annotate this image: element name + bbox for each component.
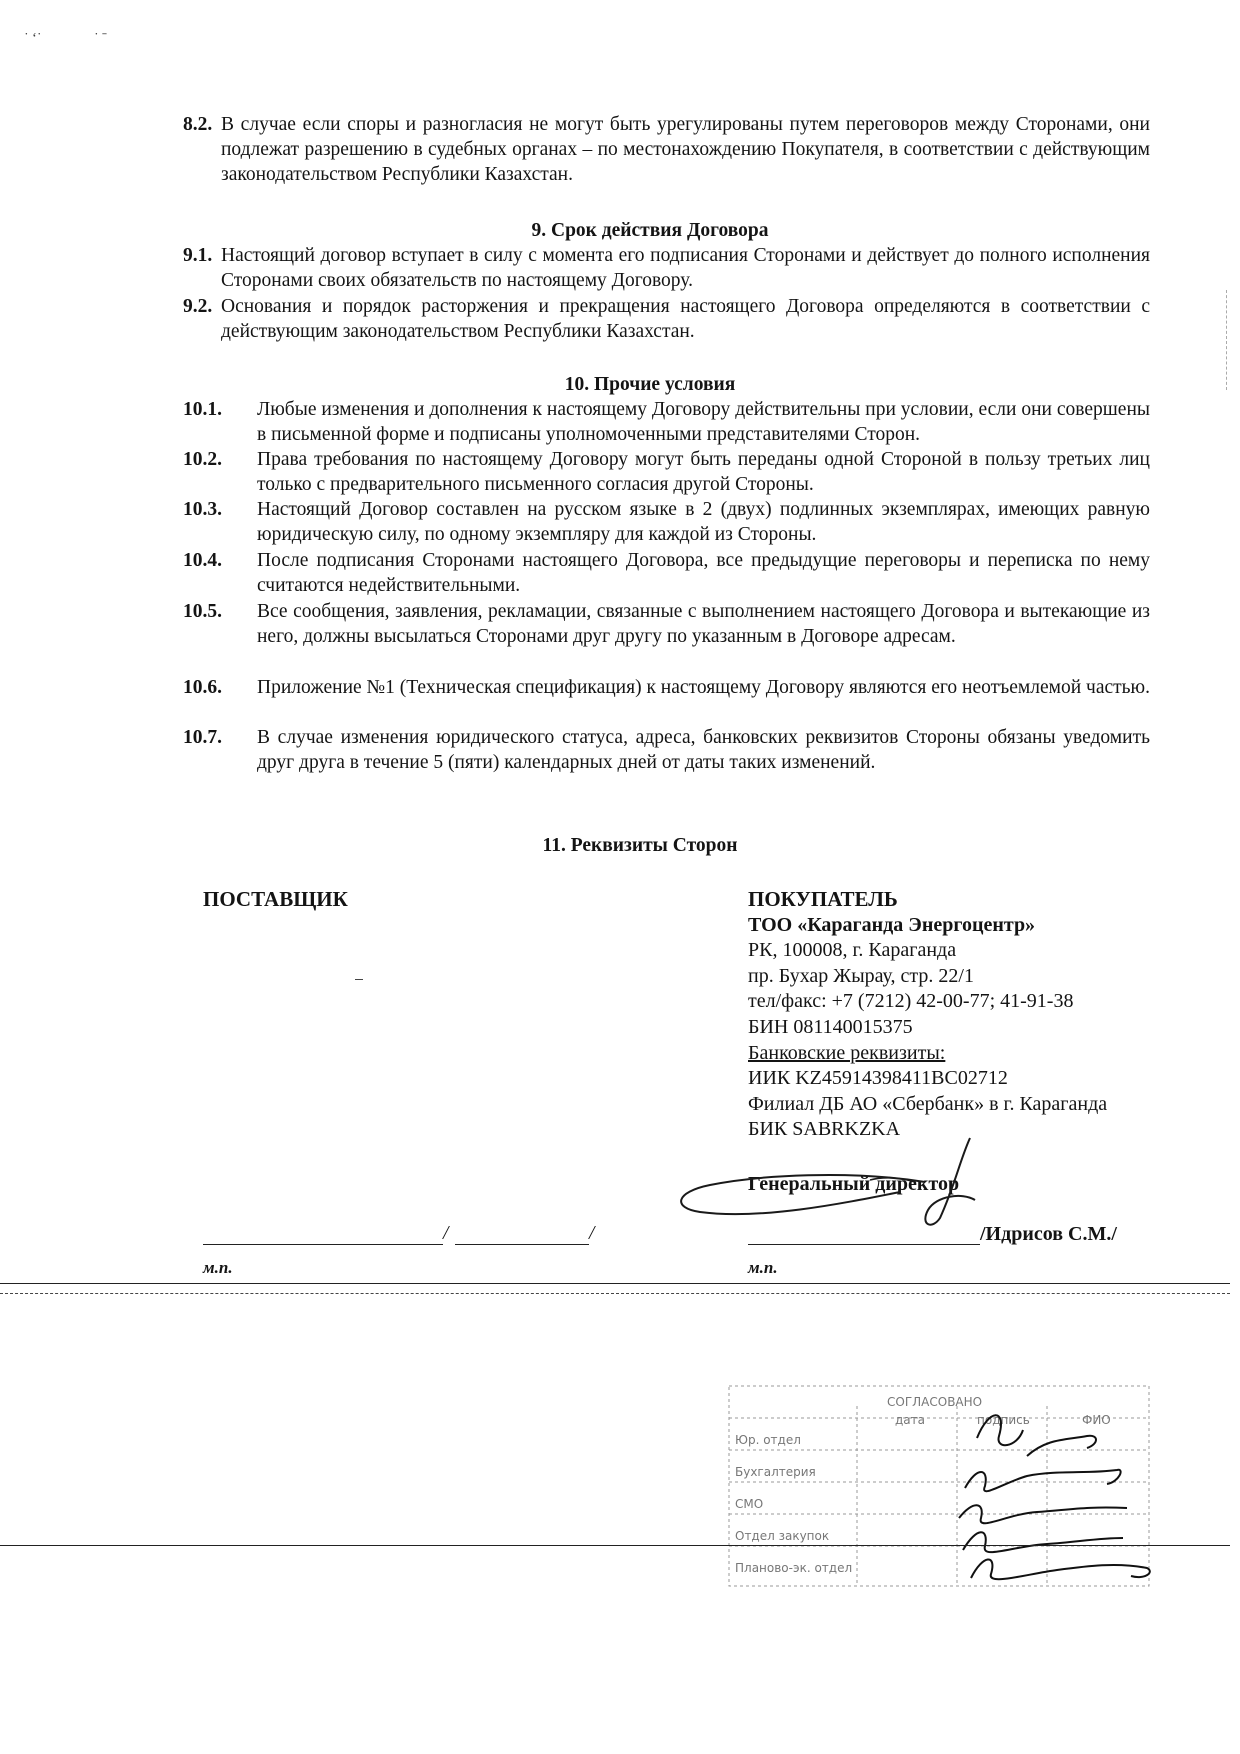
stamp-row: Бухгалтерия — [735, 1465, 816, 1479]
buyer-bin: БИН 081140015375 — [748, 1015, 913, 1038]
buyer-position: Генеральный директор — [748, 1173, 960, 1195]
clause-text: В случае изменения юридического статуса, адреса, банковских реквизитов Стороны обязаны уведомить друг друга в течение 5 (пяти) календарных дней от даты таких изменений. — [257, 727, 1150, 773]
approval-stamp — [727, 1378, 1157, 1598]
buyer-details — [748, 887, 1218, 1143]
scan-speck: ˙ ʻ˙ — [24, 31, 42, 46]
clause-text: Все сообщения, заявления, рекламации, связанные с выполнением настоящего Договора и вытекающие из него, должны высылаться Сторонами друг другу по указанным в Договоре адресам. — [257, 601, 1150, 647]
stamp-column: ФИО — [1082, 1413, 1111, 1427]
buyer-signatory: /Идрисов С.М./ — [980, 1223, 1117, 1245]
section-11-title: 11. Реквизиты Сторон — [542, 835, 738, 856]
clause-10-6 — [183, 675, 1150, 700]
stamp-row: Отдел закупок — [735, 1529, 830, 1543]
stamp-column: дата — [895, 1413, 925, 1427]
scan-speck: ˙ ˉ — [94, 31, 107, 46]
clause-10-7 — [183, 725, 1150, 775]
stamp-column: подпись — [977, 1413, 1030, 1427]
fold-line — [0, 1283, 1230, 1284]
stamp-row: Юр. отдел — [735, 1433, 801, 1447]
clause-number: 10.4. — [183, 550, 222, 571]
buyer-phone: тел/факс: +7 (7212) 42-00-77; 41-91-38 — [748, 990, 1074, 1013]
clause-number: 9.2. — [183, 296, 213, 317]
stamp-signatures — [727, 1378, 1157, 1598]
buyer-address-line: РК, 100008, г. Караганда — [748, 939, 957, 962]
supplier-signature-line — [203, 1244, 443, 1245]
director-signature — [670, 1130, 990, 1240]
clause-8-2 — [183, 112, 1150, 187]
buyer-bank-line: БИК SABRKZKA — [748, 1118, 901, 1141]
slash: / — [589, 1223, 595, 1244]
fold-line — [0, 1545, 1230, 1546]
clause-number: 10.5. — [183, 601, 222, 622]
scan-edge — [1226, 290, 1227, 390]
clause-number: 9.1. — [183, 245, 213, 266]
buyer-company-name: ТОО «Караганда Энергоцентр» — [748, 913, 1036, 936]
clause-number: 10.1. — [183, 399, 222, 420]
section-10-title: 10. Прочие условия — [564, 374, 736, 395]
clause-text: Настоящий Договор составлен на русском языке в 2 (двух) подлинных экземплярах, имеющих равную юридическую силу, по одному экземпляру для каждой из Стороны. — [257, 499, 1150, 545]
buyer-bank-line: Филиал ДБ АО «Сбербанк» в г. Караганда — [748, 1092, 1108, 1115]
clause-10-3 — [183, 497, 1150, 547]
stamp-row: СМО — [735, 1497, 764, 1511]
clause-9-2 — [183, 294, 1150, 344]
buyer-bank-line: ИИК KZ45914398411BC02712 — [748, 1067, 1008, 1090]
scan-speck — [355, 979, 363, 980]
clause-text: Права требования по настоящему Договору могут быть переданы одной Стороной в пользу третьих лиц только с предварительного письменного согласия другой Стороны. — [257, 449, 1150, 495]
clause-number: 10.7. — [183, 727, 222, 748]
buyer-signature-line — [748, 1244, 980, 1245]
clause-number: 8.2. — [183, 114, 213, 135]
supplier-seal-label: м.п. — [203, 1258, 233, 1277]
clause-text: Настоящий договор вступает в силу с момента его подписания Сторонами и действует до полного исполнения Сторонами своих обязательств по настоящему Договору. — [221, 245, 1150, 291]
clause-text: Любые изменения и дополнения к настоящему Договору действительны при условии, если они совершены в письменной форме и подписаны уполномоченными представителями Сторон. — [257, 399, 1150, 445]
clause-10-1 — [183, 397, 1150, 447]
clause-number: 10.3. — [183, 499, 222, 520]
slash: / — [443, 1223, 449, 1244]
clause-10-5 — [183, 599, 1150, 649]
clause-number: 10.6. — [183, 677, 222, 698]
buyer-bank-heading: Банковские реквизиты: — [748, 1041, 946, 1064]
stamp-title: СОГЛАСОВАНО — [887, 1395, 983, 1409]
clause-text: В случае если споры и разногласия не могут быть урегулированы путем переговоров между Сторонами, они подлежат разрешению в судебных органах – по местонахождению Покупателя, в соответствии с действующим законодательством Республики Казахстан. — [221, 114, 1150, 185]
clause-text: Приложение №1 (Техническая спецификация) к настоящему Договору являются его неотъемлемой частью. — [257, 677, 1150, 698]
supplier-name-line — [455, 1244, 589, 1245]
clause-number: 10.2. — [183, 449, 222, 470]
buyer-address-line: пр. Бухар Жырау, стр. 22/1 — [748, 964, 974, 987]
clause-text: Основания и порядок расторжения и прекращения настоящего Договора определяются в соответствии с действующим законодательством Республики Казахстан. — [221, 296, 1150, 342]
buyer-seal-label: м.п. — [748, 1258, 778, 1277]
supplier-title: ПОСТАВЩИК — [203, 887, 348, 911]
fold-dashes — [0, 1293, 1230, 1294]
clause-10-2 — [183, 447, 1150, 497]
clause-text: После подписания Сторонами настоящего Договора, все предыдущие переговоры и переписка по нему считаются недействительными. — [257, 550, 1150, 596]
clause-10-4 — [183, 548, 1150, 598]
clause-9-1 — [183, 243, 1150, 293]
section-9-title: 9. Срок действия Договора — [531, 220, 769, 241]
buyer-title: ПОКУПАТЕЛЬ — [748, 887, 898, 911]
stamp-row: Планово-эк. отдел — [735, 1561, 853, 1575]
